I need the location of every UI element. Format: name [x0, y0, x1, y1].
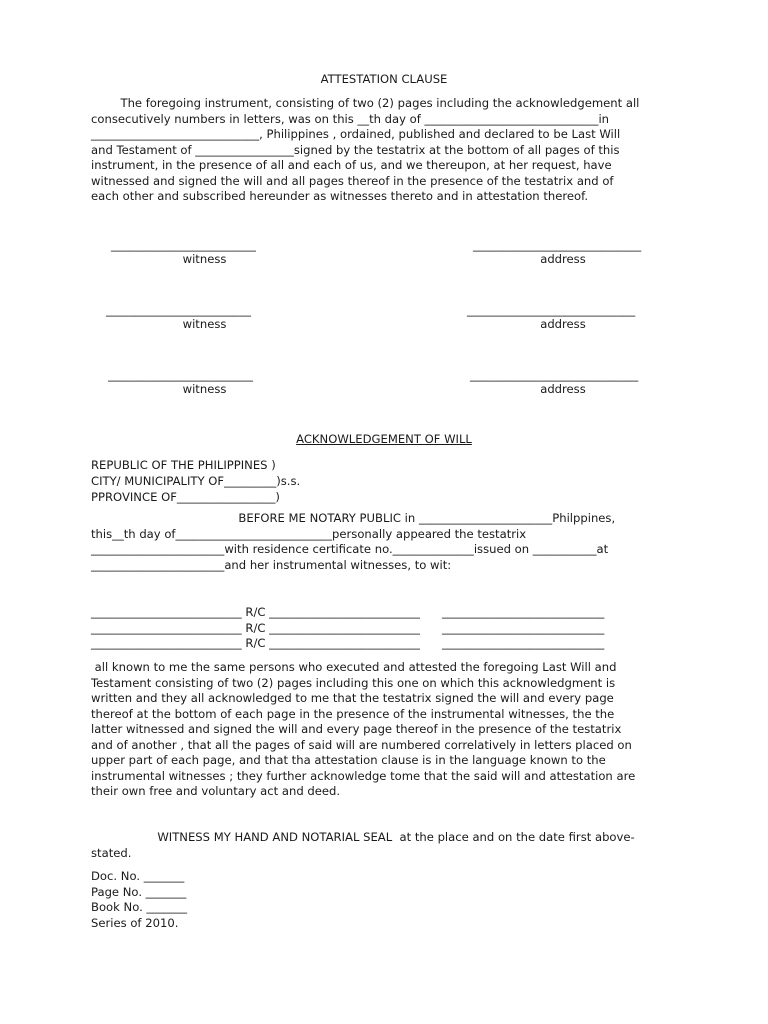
body-line: thereof at the bottom of each page in the presence of the instrumental witnesses, the the	[91, 706, 615, 721]
paragraph-line: consecutively numbers in letters, was on this __th day of ______________________________in	[91, 111, 610, 126]
doc-number: Doc. No. _______	[91, 869, 185, 883]
page-number: Page No. _______	[91, 884, 187, 899]
paragraph-line: instrument, in the presence of all and each of us, and we thereupon, at her request, have	[91, 158, 612, 172]
notary-line: this__th day of___________________________personally appeared the testatrix	[91, 526, 527, 541]
notary-line: BEFORE ME NOTARY PUBLIC in _______________________Philppines,	[91, 511, 616, 525]
body-line: upper part of each page, and that tha attestation clause is in the language known to the	[91, 753, 606, 767]
attestation-title: ATTESTATION CLAUSE	[320, 72, 448, 86]
address-label: address	[540, 317, 586, 331]
witness-signature-line: _________________________	[106, 303, 251, 317]
attestation-paragraph	[91, 96, 691, 205]
paragraph-line: witnessed and signed the will and all pages thereof in the presence of the testatrix and of	[91, 173, 614, 188]
document-numbers	[91, 869, 187, 931]
address-signature-line: _____________________________	[470, 368, 639, 382]
witness-label: witness	[182, 317, 227, 331]
witness-hand-line: WITNESS MY HAND AND NOTARIAL SEAL at the place and on the date first above-	[91, 830, 635, 844]
notary-line: _______________________and her instrumental witnesses, to wit:	[91, 557, 452, 572]
body-line: instrumental witnesses ; they further acknowledge tome that the said will and attestation are	[91, 768, 636, 783]
notary-line: _______________________with residence certificate no.______________issued on ___________at	[91, 542, 609, 556]
body-line: their own free and voluntary act and deed.	[91, 784, 341, 798]
venue-line: CITY/ MUNICIPALITY OF_________)s.s.	[91, 474, 301, 488]
body-line: all known to me the same persons who executed and attested the foregoing Last Will and	[91, 660, 617, 674]
body-line: Testament consisting of two (2) pages including this one on which this acknowledgment is	[91, 675, 616, 690]
paragraph-line: each other and subscribed hereunder as witnesses thereto and in attestation thereof.	[91, 189, 589, 203]
book-number: Book No. _______	[91, 900, 188, 914]
witness-hand-paragraph	[91, 829, 635, 861]
address-label: address	[540, 252, 586, 266]
residence-certificate-table	[91, 605, 604, 652]
witness-label: witness	[182, 382, 227, 396]
notary-paragraph	[91, 511, 615, 573]
body-line: and of another , that all the pages of said will are numbered correlatively in letters placed on	[91, 737, 632, 752]
witness-label: witness	[182, 252, 227, 266]
series-year: Series of 2010.	[91, 915, 179, 930]
witness-signature-line: _________________________	[111, 238, 256, 252]
acknowledgement-title: ACKNOWLEDGEMENT OF WILL	[296, 432, 472, 446]
body-line: written and they all acknowledged to me that the testatrix signed the will and every page	[91, 691, 614, 705]
address-signature-line: _____________________________	[467, 303, 636, 317]
venue-line: PPROVINCE OF_________________)	[91, 490, 280, 504]
venue-line: REPUBLIC OF THE PHILIPPINES )	[91, 458, 276, 472]
body-line: latter witnessed and signed the will and every page thereof in the presence of the testatrix	[91, 722, 622, 736]
paragraph-line: _____________________________, Philippines , ordained, published and declared to be Last Will	[91, 127, 621, 141]
rc-row: __________________________ R/C __________________________ ____________________________	[91, 605, 605, 619]
address-signature-line: _____________________________	[473, 238, 642, 252]
address-label: address	[540, 382, 586, 396]
acknowledgement-body	[91, 660, 635, 800]
rc-row: __________________________ R/C __________________________ ____________________________	[91, 636, 605, 650]
witness-signature-line: _________________________	[108, 368, 253, 382]
venue-block	[91, 457, 300, 505]
rc-row: __________________________ R/C __________________________ ____________________________	[91, 620, 605, 635]
paragraph-line: and Testament of _________________signed by the testatrix at the bottom of all pages of this	[91, 142, 620, 157]
witness-hand-line: stated.	[91, 846, 132, 860]
paragraph-line: The foregoing instrument, consisting of two (2) pages including the acknowledgement all	[91, 96, 640, 110]
